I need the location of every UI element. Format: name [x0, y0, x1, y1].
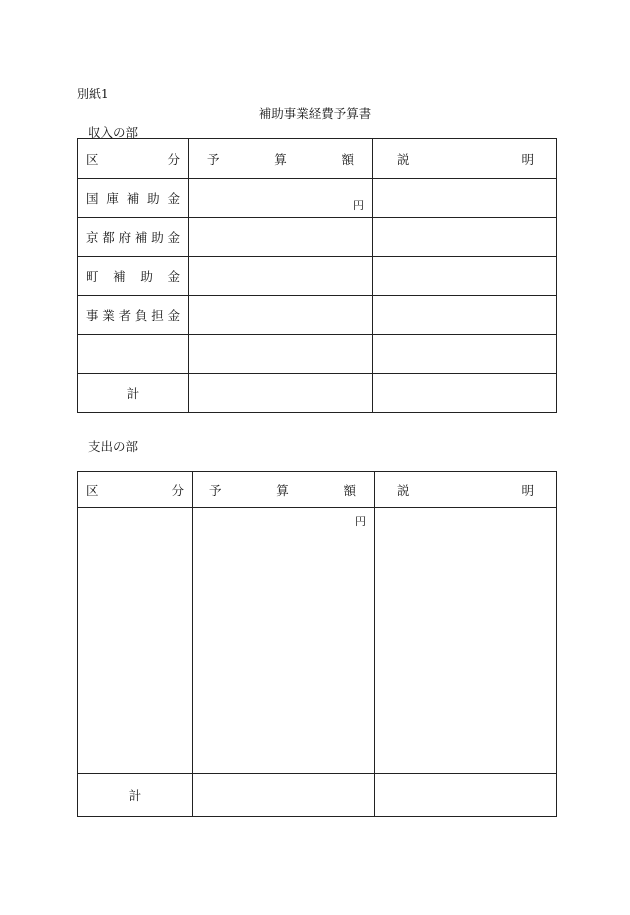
label-char: 府 — [118, 230, 132, 245]
label-char: 助 — [140, 269, 153, 284]
header-char: 分 — [171, 482, 184, 498]
label-char: 金 — [167, 308, 180, 323]
income-row-label — [78, 296, 189, 335]
income-header-category — [78, 139, 189, 179]
income-section-title: 収入の部 — [88, 125, 139, 140]
income-explanation-cell — [373, 218, 557, 257]
header-char: 額 — [343, 482, 356, 498]
label-char: 京 — [86, 230, 99, 245]
expense-category-cell — [78, 508, 193, 774]
label-char: 町 — [86, 269, 99, 284]
expense-total-budget-cell — [193, 774, 375, 817]
header-char: 額 — [341, 151, 354, 167]
income-total-explanation-cell — [373, 374, 557, 413]
income-row-label — [78, 179, 189, 218]
label-char: 助 — [147, 191, 160, 206]
header-char: 算 — [276, 482, 289, 498]
yen-mark: 円 — [353, 199, 364, 212]
label-char: 担 — [151, 308, 164, 323]
income-header-budget — [189, 139, 373, 179]
header-char: 説 — [397, 151, 410, 167]
expense-section-title: 支出の部 — [88, 439, 139, 454]
expense-body-row — [78, 508, 557, 774]
header-char: 明 — [521, 151, 534, 167]
label-char: 金 — [167, 269, 180, 284]
header-char: 予 — [207, 151, 220, 167]
expense-total-row — [78, 774, 557, 817]
label-char: 補 — [126, 191, 140, 206]
expense-header-category — [78, 472, 193, 508]
expense-table — [77, 471, 557, 817]
header-char: 区 — [86, 151, 99, 167]
expense-total-label: 計 — [78, 774, 193, 817]
expense-budget-cell — [193, 508, 375, 774]
income-explanation-cell — [373, 179, 557, 218]
income-total-row — [78, 374, 557, 413]
yen-mark: 円 — [355, 515, 366, 528]
header-char: 予 — [209, 482, 222, 498]
income-table — [77, 138, 557, 413]
attachment-label: 別紙1 — [77, 87, 109, 101]
expense-header-budget — [193, 472, 375, 508]
income-explanation-cell — [373, 257, 557, 296]
income-budget-cell — [189, 257, 373, 296]
label-char: 都 — [102, 230, 115, 245]
expense-header-explanation — [375, 472, 557, 508]
expense-header-row — [78, 472, 557, 508]
label-char: 事 — [86, 308, 99, 323]
income-header-row — [78, 139, 557, 179]
income-budget-cell — [189, 218, 373, 257]
label-char: 金 — [167, 230, 180, 245]
income-budget-cell — [189, 296, 373, 335]
header-char: 算 — [274, 151, 287, 167]
income-budget-cell — [189, 335, 373, 374]
label-char: 者 — [118, 308, 132, 323]
income-budget-cell — [189, 179, 373, 218]
label-char: 金 — [167, 191, 180, 206]
header-char: 明 — [521, 482, 534, 498]
label-char: 庫 — [106, 191, 119, 206]
expense-total-explanation-cell — [375, 774, 557, 817]
income-row-label — [78, 218, 189, 257]
label-char: 補 — [113, 269, 126, 284]
label-char: 負 — [134, 308, 148, 323]
header-char: 区 — [86, 482, 99, 498]
label-char: 業 — [102, 308, 115, 323]
expense-explanation-cell — [375, 508, 557, 774]
income-row-prefecture — [78, 218, 557, 257]
label-char: 補 — [134, 230, 148, 245]
header-char: 説 — [397, 482, 410, 498]
income-row-town — [78, 257, 557, 296]
income-header-explanation — [373, 139, 557, 179]
label-char: 助 — [151, 230, 164, 245]
income-row-national — [78, 179, 557, 218]
income-explanation-cell — [373, 296, 557, 335]
income-row-label — [78, 335, 189, 374]
income-row-operator — [78, 296, 557, 335]
income-row-blank — [78, 335, 557, 374]
label-char: 国 — [86, 191, 99, 206]
income-explanation-cell — [373, 335, 557, 374]
income-total-label: 計 — [78, 374, 189, 413]
document-title: 補助事業経費予算書 — [258, 106, 372, 121]
income-total-budget-cell — [189, 374, 373, 413]
header-char: 分 — [167, 151, 180, 167]
income-row-label — [78, 257, 189, 296]
